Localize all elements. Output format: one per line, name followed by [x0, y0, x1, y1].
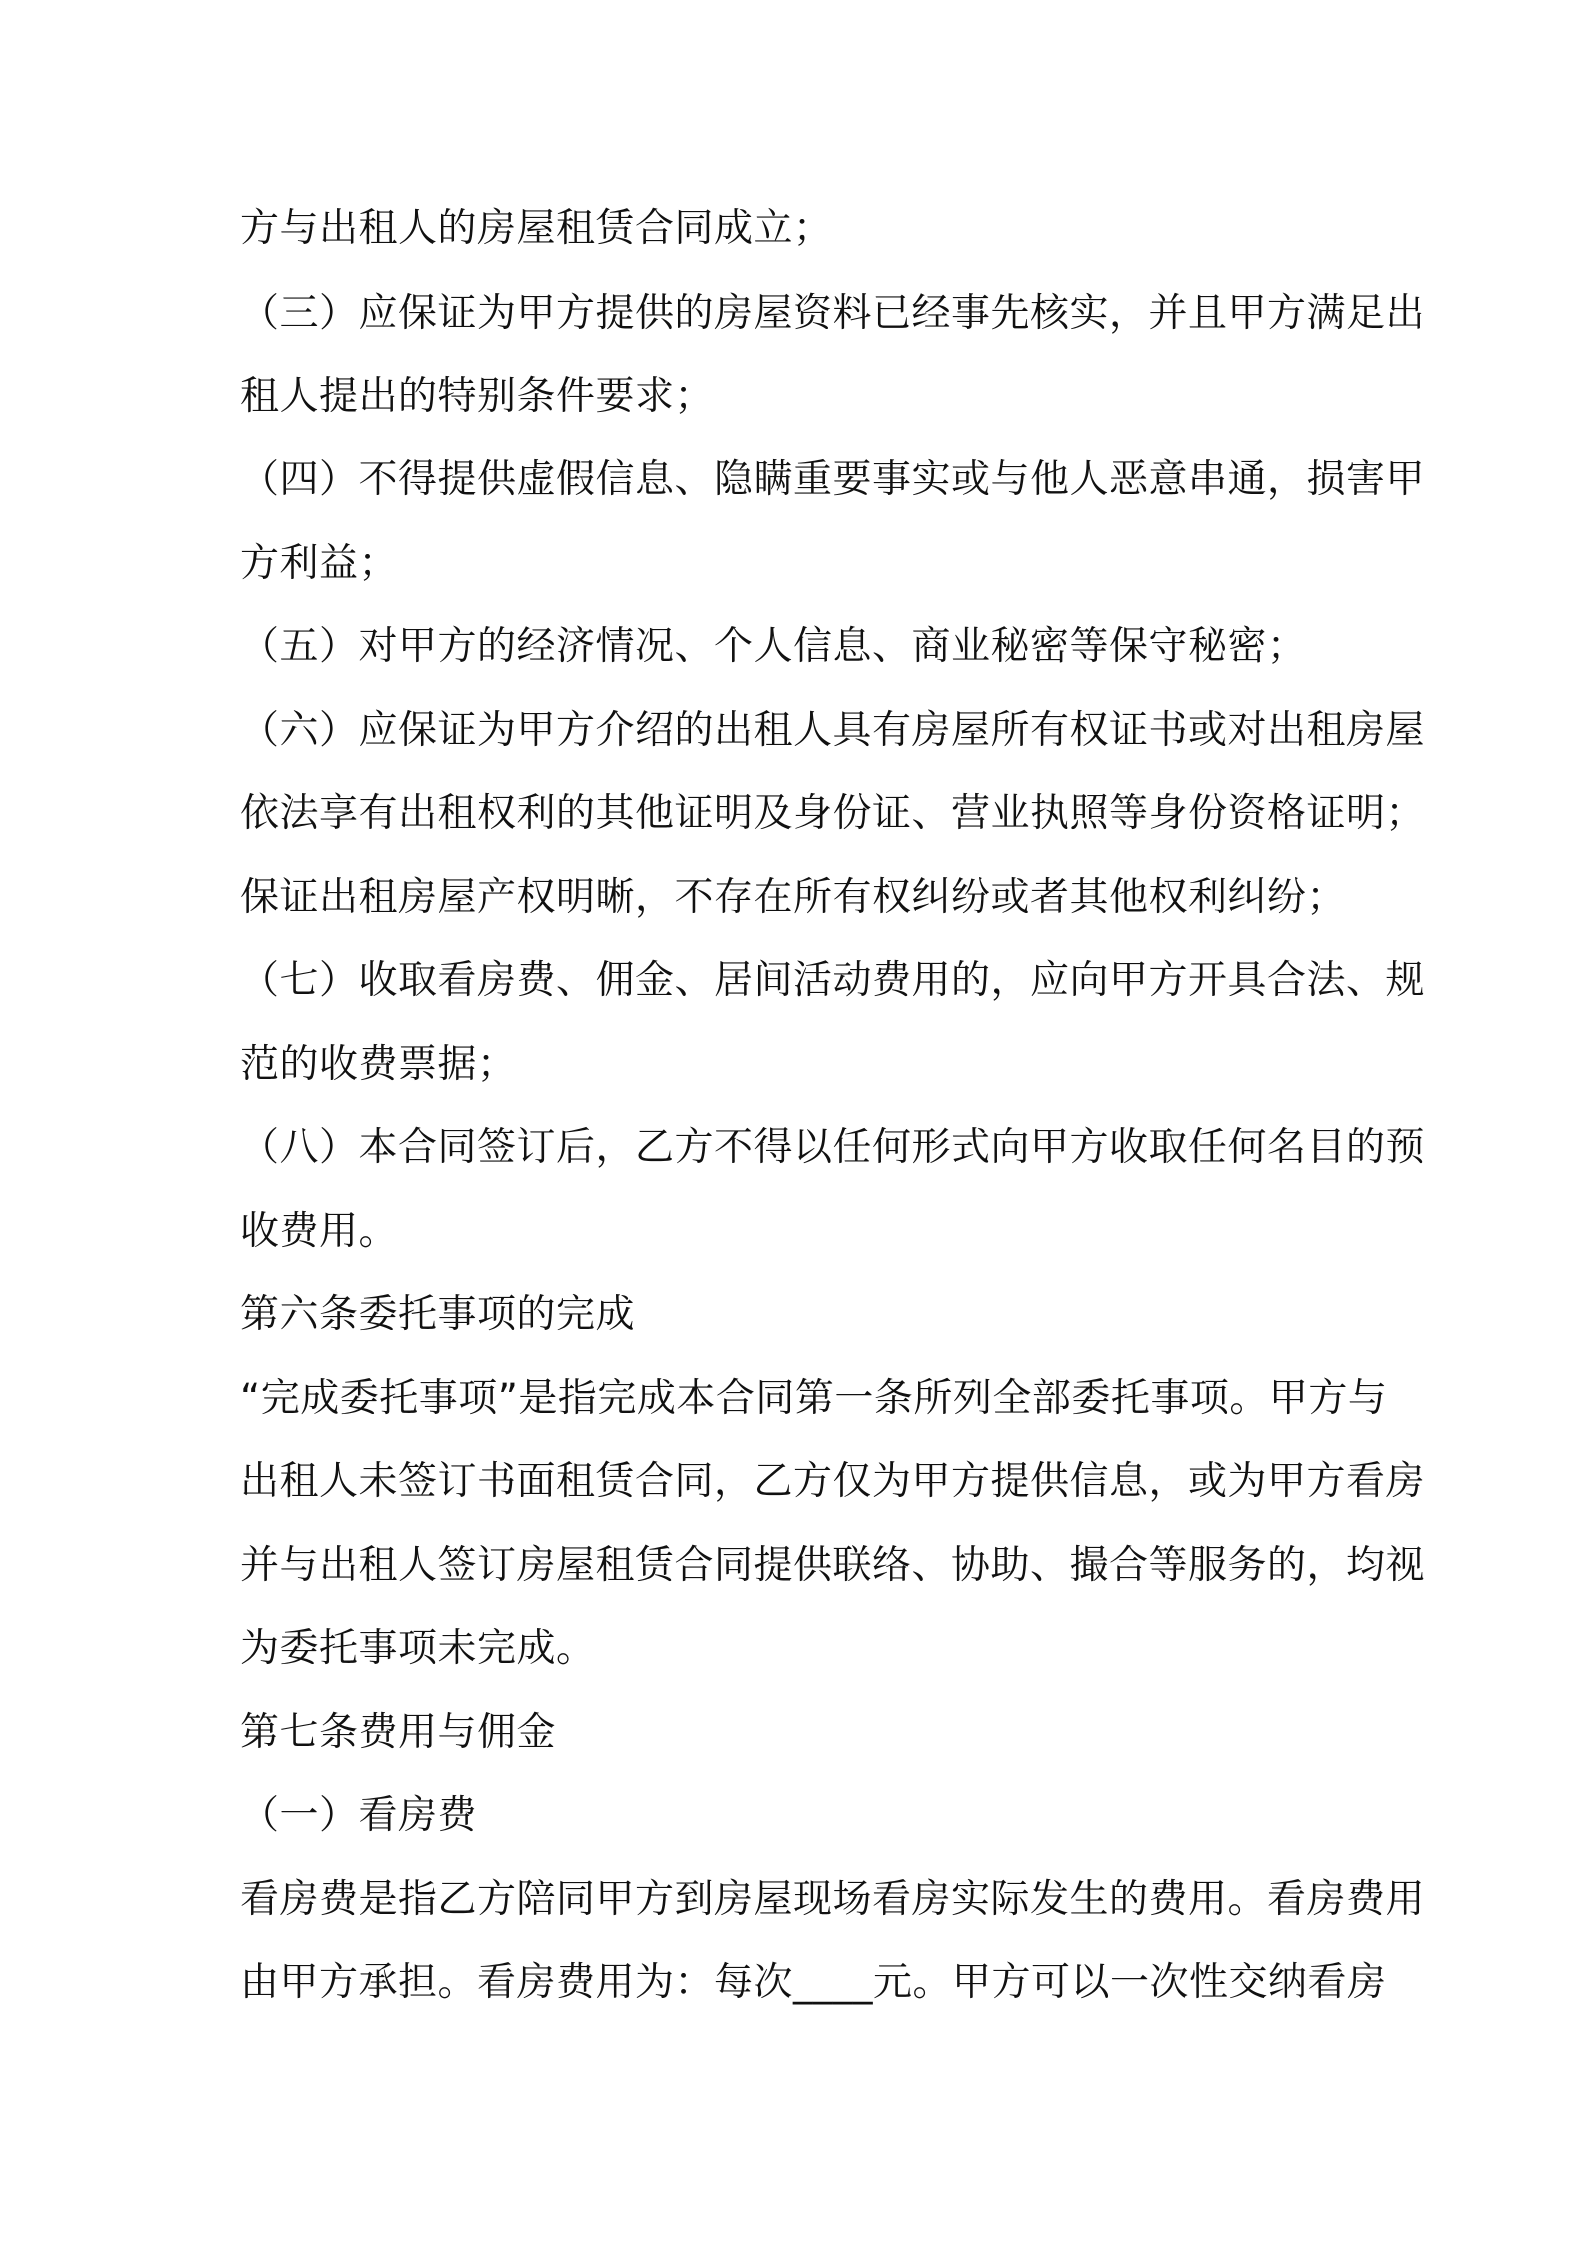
text-line: （六）应保证为甲方介绍的出租人具有房屋所有权证书或对出租房屋	[240, 708, 1426, 753]
text-line: 并与出租人签订房屋租赁合同提供联络、协助、撮合等服务的，均视	[240, 1543, 1426, 1588]
text-line: （一）看房费	[240, 1793, 478, 1838]
text-line: 保证出租房屋产权明晰，不存在所有权纠纷或者其他权利纠纷；	[240, 875, 1347, 920]
text-line: 范的收费票据；	[240, 1042, 517, 1087]
section-heading: 第六条委托事项的完成	[240, 1292, 636, 1337]
text-line: 租人提出的特别条件要求；	[240, 374, 715, 419]
section-heading: 第七条费用与佣金	[240, 1710, 557, 1755]
text-line: （三）应保证为甲方提供的房屋资料已经事先核实，并且甲方满足出	[240, 291, 1426, 336]
text-line: （五）对甲方的经济情况、个人信息、商业秘密等保守秘密；	[240, 624, 1307, 669]
text-line: “完成委托事项”是指完成本合同第一条所列全部委托事项。甲方与	[240, 1376, 1388, 1421]
text-line: （四）不得提供虚假信息、隐瞒重要事实或与他人恶意串通，损害甲	[240, 457, 1426, 502]
text-line: 收费用。	[240, 1209, 399, 1254]
text-line: （七）收取看房费、佣金、居间活动费用的，应向甲方开具合法、规	[240, 958, 1426, 1003]
text-line: （八）本合同签订后，乙方不得以任何形式向甲方收取任何名目的预	[240, 1125, 1426, 1170]
text-line: 看房费是指乙方陪同甲方到房屋现场看房实际发生的费用。看房费用	[240, 1877, 1426, 1922]
text-line: 依法享有出租权利的其他证明及身份证、营业执照等身份资格证明；	[240, 791, 1426, 836]
text-line: 由甲方承担。看房费用为：每次____元。甲方可以一次性交纳看房	[240, 1960, 1387, 2005]
text-line: 方利益；	[240, 541, 399, 586]
text-line: 为委托事项未完成。	[240, 1626, 596, 1671]
text-line: 方与出租人的房屋租赁合同成立；	[240, 206, 833, 251]
text-line: 出租人未签订书面租赁合同，乙方仅为甲方提供信息，或为甲方看房	[240, 1459, 1426, 1504]
